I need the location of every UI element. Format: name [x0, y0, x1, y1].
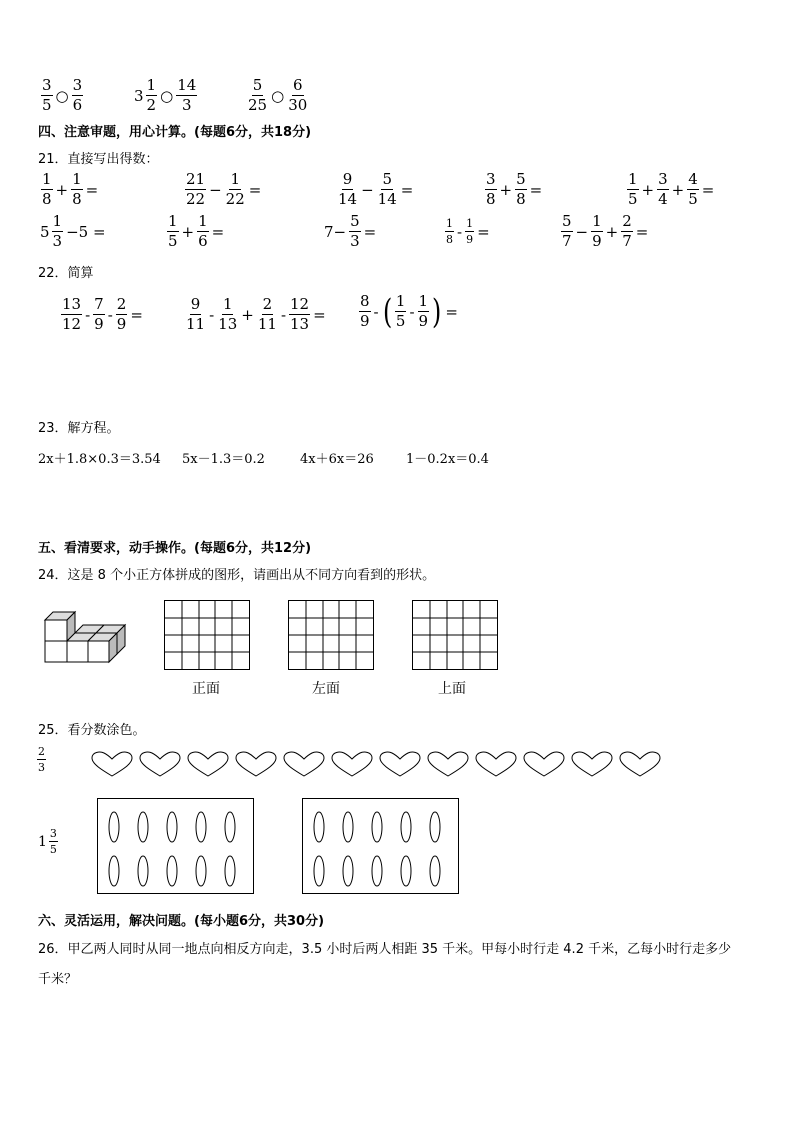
equation-1: 2x＋1.8×0.3＝3.54 — [38, 452, 161, 467]
fraction: $\frac{1}{5}$ — [628, 170, 638, 208]
operator: - — [85, 305, 91, 324]
fraction: $\frac{7}{9}$ — [94, 295, 104, 333]
equation-2: 5x－1.3＝0.2 — [182, 452, 265, 467]
fraction: $\frac{3}{8}$ — [486, 170, 496, 208]
q23-text: 23．解方程。 — [38, 421, 120, 436]
front-view-label: 正面 — [192, 681, 220, 697]
row2-expr — [444, 218, 492, 245]
top-view-label: 上面 — [438, 681, 466, 697]
fraction: $\frac{21}{22}$ — [186, 170, 206, 208]
section6-title: 六、灵活运用，解决问题。(每小题6分，共30分) — [38, 914, 325, 929]
front-view-grid[interactable] — [164, 600, 250, 670]
row1-expr — [184, 172, 263, 207]
operator: = — [635, 222, 649, 241]
hearts-row — [88, 750, 662, 780]
fraction: $\frac{9}{11}$ — [186, 295, 206, 333]
left-view-grid[interactable] — [288, 600, 374, 670]
operator: = — [529, 180, 543, 199]
oval-shape[interactable] — [401, 812, 411, 842]
q25-text: 25．看分数涂色。 — [38, 723, 146, 738]
equation-3: 4x＋6x＝26 — [300, 452, 374, 467]
fraction: $\frac{14}{3}$ — [177, 76, 197, 114]
operator: - — [280, 305, 287, 324]
oval-shape[interactable] — [167, 812, 177, 842]
oval-shape[interactable] — [138, 812, 148, 842]
fraction: $\frac{3}{4}$ — [658, 170, 668, 208]
heart-shape[interactable] — [620, 752, 660, 776]
fraction: $\frac{1}{9}$ — [466, 217, 474, 246]
fraction: $\frac{2}{9}$ — [116, 295, 127, 333]
fraction: $\frac{2}{11}$ — [257, 295, 277, 333]
heart-shape[interactable] — [524, 752, 564, 776]
cubes-figure — [40, 600, 130, 665]
compare-circle[interactable]: ○ — [55, 86, 69, 105]
fraction: $\frac{1}{6}$ — [198, 212, 208, 250]
fraction: $\frac{1}{13}$ — [218, 295, 238, 333]
fraction: $\frac{1}{9}$ — [418, 292, 429, 330]
fraction: $\frac{2}{7}$ — [622, 212, 632, 250]
oval-box-1 — [97, 798, 254, 894]
operator: = — [248, 180, 262, 199]
q26-text-line2: 千米？ — [38, 972, 78, 987]
fraction: $\frac{9}{14}$ — [338, 170, 358, 208]
fraction: $\frac{6}{30}$ — [288, 76, 308, 114]
fraction: $\frac{5}{8}$ — [516, 170, 526, 208]
operator: − — [361, 180, 374, 199]
fraction: $\frac{1}{8}$ — [42, 170, 52, 208]
fraction: $\frac{1}{2}$ — [146, 76, 157, 114]
oval-shape[interactable] — [225, 856, 235, 886]
operator: = — [701, 180, 715, 199]
fraction: $\frac{5}{3}$ — [350, 212, 360, 250]
fraction: $\frac{1}{22}$ — [225, 170, 245, 208]
row2-expr — [322, 214, 378, 249]
operator: + — [241, 305, 254, 324]
fraction: $\frac{3}{6}$ — [72, 76, 83, 114]
q26-text-line1: 26．甲乙两人同时从同一地点向相反方向走，3.5 小时后两人相距 35 千米。甲每小时行走 4.2 千米，乙每小时行走多少 — [38, 942, 732, 957]
oval-shape[interactable] — [196, 856, 206, 886]
operator: + — [55, 180, 69, 199]
oval-shape[interactable] — [314, 856, 324, 886]
compare-circle[interactable]: ○ — [160, 86, 174, 105]
oval-shape[interactable] — [372, 812, 382, 842]
operator: + — [499, 180, 513, 199]
oval-box-2 — [302, 798, 459, 894]
oval-shape[interactable] — [401, 856, 411, 886]
oval-shape[interactable] — [138, 856, 148, 886]
heart-shape[interactable] — [140, 752, 180, 776]
fraction: $\frac{1}{5}$ — [395, 292, 406, 330]
fraction: $\frac{5}{7}$ — [562, 212, 572, 250]
operator: −5 = — [66, 222, 106, 241]
fraction: $\frac{1}{3}$ — [52, 212, 63, 250]
fraction: $\frac{12}{13}$ — [290, 295, 310, 333]
parenthesis: ) — [432, 291, 442, 332]
q21-text: 21．直接写出得数： — [38, 152, 159, 167]
whole-number: 5 — [40, 222, 50, 241]
q24-text: 24．这是 8 个小正方体拼成的图形，请画出从不同方向看到的形状。 — [38, 568, 436, 583]
heart-shape[interactable] — [428, 752, 468, 776]
oval-shape[interactable] — [314, 812, 324, 842]
row1-expr — [626, 172, 716, 207]
row3-expr — [184, 297, 328, 332]
oval-shape[interactable] — [196, 812, 206, 842]
top-view-grid[interactable] — [412, 600, 498, 670]
ovals[interactable] — [303, 799, 458, 893]
section5-title: 五、看清要求，动手操作。(每题6分，共12分) — [38, 541, 312, 556]
heart-shape[interactable] — [236, 752, 276, 776]
fraction: $\frac{13}{12}$ — [62, 295, 82, 333]
heart-shape[interactable] — [476, 752, 516, 776]
ovals[interactable] — [98, 799, 253, 893]
oval-shape[interactable] — [343, 812, 353, 842]
fraction: $\frac{1}{8}$ — [446, 217, 453, 246]
operator: = — [400, 180, 414, 199]
heart-shape[interactable] — [380, 752, 420, 776]
heart-shape[interactable] — [572, 752, 612, 776]
fraction: $\frac{3}{5}$ — [42, 76, 52, 114]
operator: − — [209, 180, 222, 199]
operator: = — [445, 302, 458, 321]
fraction: $\frac{5}{14}$ — [377, 170, 397, 208]
q22-text: 22．简算 — [38, 266, 94, 281]
oval-shape[interactable] — [430, 856, 440, 886]
fraction: $\frac{4}{5}$ — [688, 170, 698, 208]
row1-expr — [484, 172, 544, 207]
oval-shape[interactable] — [167, 856, 177, 886]
left-view-label: 左面 — [312, 681, 340, 697]
color-fraction-1: $\frac{2}{3}$ — [38, 745, 45, 774]
fraction: $\frac{8}{9}$ — [360, 292, 370, 330]
row1-expr — [40, 172, 100, 207]
oval-shape[interactable] — [343, 856, 353, 886]
oval-shape[interactable] — [109, 812, 119, 842]
fraction: $\frac{1}{8}$ — [72, 170, 82, 208]
operator: + — [641, 180, 655, 199]
heart-shape[interactable] — [188, 752, 228, 776]
row3-expr — [60, 297, 145, 332]
operator: + — [671, 180, 685, 199]
equation-4: 1－0.2x＝0.4 — [406, 452, 489, 467]
fraction: $\frac{1}{9}$ — [592, 212, 602, 250]
operator: = — [363, 222, 377, 241]
compare-circle[interactable]: ○ — [271, 86, 285, 105]
operator: - — [209, 305, 215, 324]
operator: - — [409, 302, 415, 321]
heart-shape[interactable] — [284, 752, 324, 776]
operator: = — [130, 305, 143, 324]
color-fraction-2: 1 $\frac{3}{5}$ — [38, 827, 57, 856]
operator: = — [313, 305, 326, 324]
row1-expr — [336, 172, 415, 207]
operator: - — [107, 305, 113, 324]
heart-shape[interactable] — [332, 752, 372, 776]
operator: 7− — [324, 222, 347, 241]
operator: − — [575, 222, 589, 241]
oval-shape[interactable] — [225, 812, 235, 842]
compare-3 — [246, 78, 309, 113]
row2-expr — [40, 214, 108, 249]
operator: = — [477, 222, 490, 241]
operator: - — [373, 302, 379, 321]
row3-expr — [358, 291, 460, 332]
compare-1 — [40, 78, 84, 113]
section4-title: 四、注意审题，用心计算。(每题6分，共18分) — [38, 125, 312, 140]
fraction: $\frac{5}{25}$ — [248, 76, 268, 114]
operator: = — [85, 180, 99, 199]
operator: - — [457, 222, 463, 241]
row2-expr — [560, 214, 650, 249]
row2-expr — [166, 214, 226, 249]
operator: + — [605, 222, 619, 241]
oval-shape[interactable] — [372, 856, 382, 886]
operator: = — [211, 222, 225, 241]
compare-2: 3 $\frac{1}{2}$ ○ $\frac{14}{3}$ — [134, 76, 197, 114]
heart-shape[interactable] — [92, 752, 132, 776]
oval-shape[interactable] — [430, 812, 440, 842]
oval-shape[interactable] — [109, 856, 119, 886]
operator: + — [181, 222, 195, 241]
parenthesis: ( — [382, 291, 392, 332]
fraction: $\frac{1}{5}$ — [168, 212, 178, 250]
